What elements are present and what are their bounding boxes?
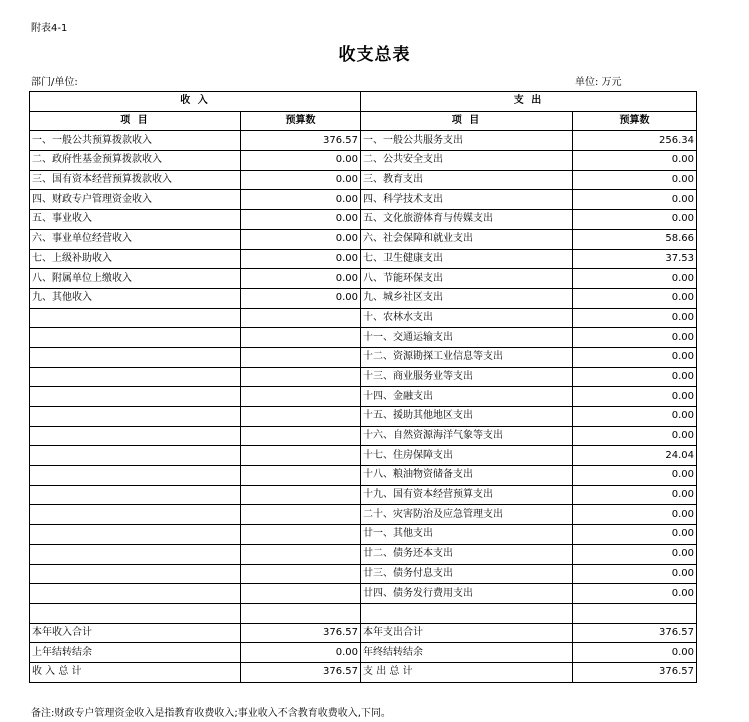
income-item-cell bbox=[30, 308, 241, 328]
expense-item-cell: 三、教育支出 bbox=[361, 170, 573, 190]
table-row bbox=[30, 328, 697, 348]
income-item-cell bbox=[30, 505, 241, 525]
table-row bbox=[30, 446, 697, 466]
table-row bbox=[30, 426, 697, 446]
appendix-label: 附表4-1 bbox=[31, 23, 68, 34]
page-title: 收支总表 bbox=[338, 45, 411, 65]
income-item-cell bbox=[30, 564, 241, 584]
income-item-cell bbox=[30, 407, 241, 427]
expense-value-cell: 0.00 bbox=[573, 288, 697, 308]
expense-header: 支 出 bbox=[361, 92, 697, 112]
expense-item-cell: 本年支出合计 bbox=[361, 623, 573, 643]
expense-item-cell: 十一、交通运输支出 bbox=[361, 328, 573, 348]
expense-item-cell: 一、一般公共服务支出 bbox=[361, 131, 573, 151]
total-row bbox=[30, 662, 697, 682]
table-row bbox=[30, 485, 697, 505]
expense-value-cell: 376.57 bbox=[573, 662, 697, 682]
expense-value-cell: 376.57 bbox=[573, 623, 697, 643]
income-item-cell bbox=[30, 328, 241, 348]
section-header-row bbox=[30, 92, 697, 112]
expense-item-cell: 十三、商业服务业等支出 bbox=[361, 367, 573, 387]
income-item-cell bbox=[30, 544, 241, 564]
table-row bbox=[30, 387, 697, 407]
income-item-cell bbox=[30, 387, 241, 407]
expense-value-cell: 0.00 bbox=[573, 210, 697, 230]
total-row bbox=[30, 643, 697, 663]
expense-value-cell: 0.00 bbox=[573, 485, 697, 505]
table-row bbox=[30, 151, 697, 171]
expense-item-cell: 廿四、债务发行费用支出 bbox=[361, 584, 573, 604]
income-value-cell: 376.57 bbox=[241, 662, 361, 682]
expense-value-cell: 24.04 bbox=[573, 446, 697, 466]
total-row bbox=[30, 623, 697, 643]
expense-item-cell: 六、社会保障和就业支出 bbox=[361, 229, 573, 249]
expense-item-cell: 年终结转结余 bbox=[361, 643, 573, 663]
income-item-cell: 二、政府性基金预算拨款收入 bbox=[30, 151, 241, 171]
expense-value-cell: 0.00 bbox=[573, 643, 697, 663]
income-value-cell bbox=[241, 328, 361, 348]
expense-item-cell: 十、农林水支出 bbox=[361, 308, 573, 328]
income-value-cell: 0.00 bbox=[241, 249, 361, 269]
income-item-cell: 六、事业单位经营收入 bbox=[30, 229, 241, 249]
expense-item-cell: 廿二、债务还本支出 bbox=[361, 544, 573, 564]
expense-value-cell bbox=[573, 603, 697, 623]
income-item-header: 项 目 bbox=[30, 111, 241, 131]
income-item-cell bbox=[30, 525, 241, 545]
expense-item-cell bbox=[361, 603, 573, 623]
expense-item-cell: 廿三、债务付息支出 bbox=[361, 564, 573, 584]
expense-value-cell: 0.00 bbox=[573, 505, 697, 525]
income-value-cell: 0.00 bbox=[241, 151, 361, 171]
expense-item-cell: 七、卫生健康支出 bbox=[361, 249, 573, 269]
budget-summary-table bbox=[29, 91, 697, 683]
table-row bbox=[30, 505, 697, 525]
income-value-cell bbox=[241, 426, 361, 446]
expense-value-cell: 0.00 bbox=[573, 190, 697, 210]
table-row bbox=[30, 210, 697, 230]
expense-item-cell: 十四、金融支出 bbox=[361, 387, 573, 407]
income-header: 收 入 bbox=[30, 92, 361, 112]
expense-value-cell: 0.00 bbox=[573, 269, 697, 289]
income-item-cell: 本年收入合计 bbox=[30, 623, 241, 643]
expense-value-cell: 58.66 bbox=[573, 229, 697, 249]
expense-value-cell: 0.00 bbox=[573, 387, 697, 407]
income-value-cell: 0.00 bbox=[241, 190, 361, 210]
footnote: 备注:财政专户管理资金收入是指教育收费收入;事业收入不含教育收费收入,下同。 bbox=[31, 708, 391, 719]
expense-item-cell: 二十、灾害防治及应急管理支出 bbox=[361, 505, 573, 525]
income-item-cell: 三、国有资本经营预算拨款收入 bbox=[30, 170, 241, 190]
income-item-cell bbox=[30, 603, 241, 623]
income-item-cell: 一、一般公共预算拨款收入 bbox=[30, 131, 241, 151]
income-value-cell: 0.00 bbox=[241, 643, 361, 663]
expense-item-cell: 四、科学技术支出 bbox=[361, 190, 573, 210]
table-row bbox=[30, 564, 697, 584]
expense-value-cell: 0.00 bbox=[573, 347, 697, 367]
expense-item-cell: 五、文化旅游体育与传媒支出 bbox=[361, 210, 573, 230]
unit-label: 单位: 万元 bbox=[575, 77, 622, 88]
expense-value-cell: 0.00 bbox=[573, 151, 697, 171]
income-value-cell: 0.00 bbox=[241, 269, 361, 289]
income-value-cell bbox=[241, 308, 361, 328]
table-row bbox=[30, 249, 697, 269]
expense-item-cell: 十二、资源勘探工业信息等支出 bbox=[361, 347, 573, 367]
table-row bbox=[30, 131, 697, 151]
income-item-cell: 四、财政专户管理资金收入 bbox=[30, 190, 241, 210]
table-row bbox=[30, 308, 697, 328]
income-value-cell bbox=[241, 505, 361, 525]
table-row bbox=[30, 269, 697, 289]
expense-value-cell: 256.34 bbox=[573, 131, 697, 151]
income-value-cell bbox=[241, 564, 361, 584]
table-row bbox=[30, 288, 697, 308]
expense-item-cell: 十五、援助其他地区支出 bbox=[361, 407, 573, 427]
expense-value-cell: 0.00 bbox=[573, 407, 697, 427]
expense-item-cell: 八、节能环保支出 bbox=[361, 269, 573, 289]
expense-item-header: 项 目 bbox=[361, 111, 573, 131]
expense-value-cell: 0.00 bbox=[573, 564, 697, 584]
income-item-cell: 五、事业收入 bbox=[30, 210, 241, 230]
income-value-cell bbox=[241, 544, 361, 564]
income-item-cell bbox=[30, 426, 241, 446]
income-item-cell bbox=[30, 584, 241, 604]
table-row bbox=[30, 544, 697, 564]
expense-value-cell: 0.00 bbox=[573, 170, 697, 190]
table-row bbox=[30, 367, 697, 387]
income-value-cell bbox=[241, 485, 361, 505]
expense-item-cell: 十七、住房保障支出 bbox=[361, 446, 573, 466]
income-item-cell: 七、上级补助收入 bbox=[30, 249, 241, 269]
table-row bbox=[30, 466, 697, 486]
expense-item-cell: 九、城乡社区支出 bbox=[361, 288, 573, 308]
income-item-cell: 上年结转结余 bbox=[30, 643, 241, 663]
income-value-cell bbox=[241, 446, 361, 466]
table-row bbox=[30, 170, 697, 190]
income-value-cell: 376.57 bbox=[241, 623, 361, 643]
table-row bbox=[30, 407, 697, 427]
income-value-cell bbox=[241, 387, 361, 407]
income-value-cell bbox=[241, 347, 361, 367]
expense-item-cell: 二、公共安全支出 bbox=[361, 151, 573, 171]
table-row bbox=[30, 190, 697, 210]
expense-value-cell: 0.00 bbox=[573, 525, 697, 545]
expense-budget-header: 预算数 bbox=[573, 111, 697, 131]
income-value-cell: 0.00 bbox=[241, 229, 361, 249]
income-value-cell bbox=[241, 407, 361, 427]
income-value-cell: 0.00 bbox=[241, 288, 361, 308]
income-value-cell: 0.00 bbox=[241, 170, 361, 190]
expense-value-cell: 0.00 bbox=[573, 466, 697, 486]
income-item-cell bbox=[30, 347, 241, 367]
income-item-cell: 八、附属单位上缴收入 bbox=[30, 269, 241, 289]
income-item-cell bbox=[30, 446, 241, 466]
income-value-cell bbox=[241, 466, 361, 486]
column-header-row bbox=[30, 111, 697, 131]
expense-value-cell: 37.53 bbox=[573, 249, 697, 269]
expense-item-cell: 廿一、其他支出 bbox=[361, 525, 573, 545]
income-value-cell: 0.00 bbox=[241, 210, 361, 230]
table-row bbox=[30, 229, 697, 249]
expense-item-cell: 十八、粮油物资储备支出 bbox=[361, 466, 573, 486]
table-row bbox=[30, 584, 697, 604]
expense-value-cell: 0.00 bbox=[573, 308, 697, 328]
expense-value-cell: 0.00 bbox=[573, 426, 697, 446]
expense-value-cell: 0.00 bbox=[573, 584, 697, 604]
income-budget-header: 预算数 bbox=[241, 111, 361, 131]
dept-label: 部门/单位: bbox=[31, 77, 78, 88]
income-value-cell bbox=[241, 525, 361, 545]
income-item-cell: 收 入 总 计 bbox=[30, 662, 241, 682]
income-value-cell: 376.57 bbox=[241, 131, 361, 151]
table-row bbox=[30, 525, 697, 545]
income-item-cell bbox=[30, 367, 241, 387]
expense-item-cell: 十九、国有资本经营预算支出 bbox=[361, 485, 573, 505]
table-row bbox=[30, 347, 697, 367]
table-row bbox=[30, 603, 697, 623]
income-value-cell bbox=[241, 367, 361, 387]
expense-item-cell: 十六、自然资源海洋气象等支出 bbox=[361, 426, 573, 446]
expense-value-cell: 0.00 bbox=[573, 328, 697, 348]
income-value-cell bbox=[241, 603, 361, 623]
expense-value-cell: 0.00 bbox=[573, 367, 697, 387]
income-item-cell bbox=[30, 485, 241, 505]
income-item-cell: 九、其他收入 bbox=[30, 288, 241, 308]
expense-value-cell: 0.00 bbox=[573, 544, 697, 564]
income-item-cell bbox=[30, 466, 241, 486]
expense-item-cell: 支 出 总 计 bbox=[361, 662, 573, 682]
income-value-cell bbox=[241, 584, 361, 604]
